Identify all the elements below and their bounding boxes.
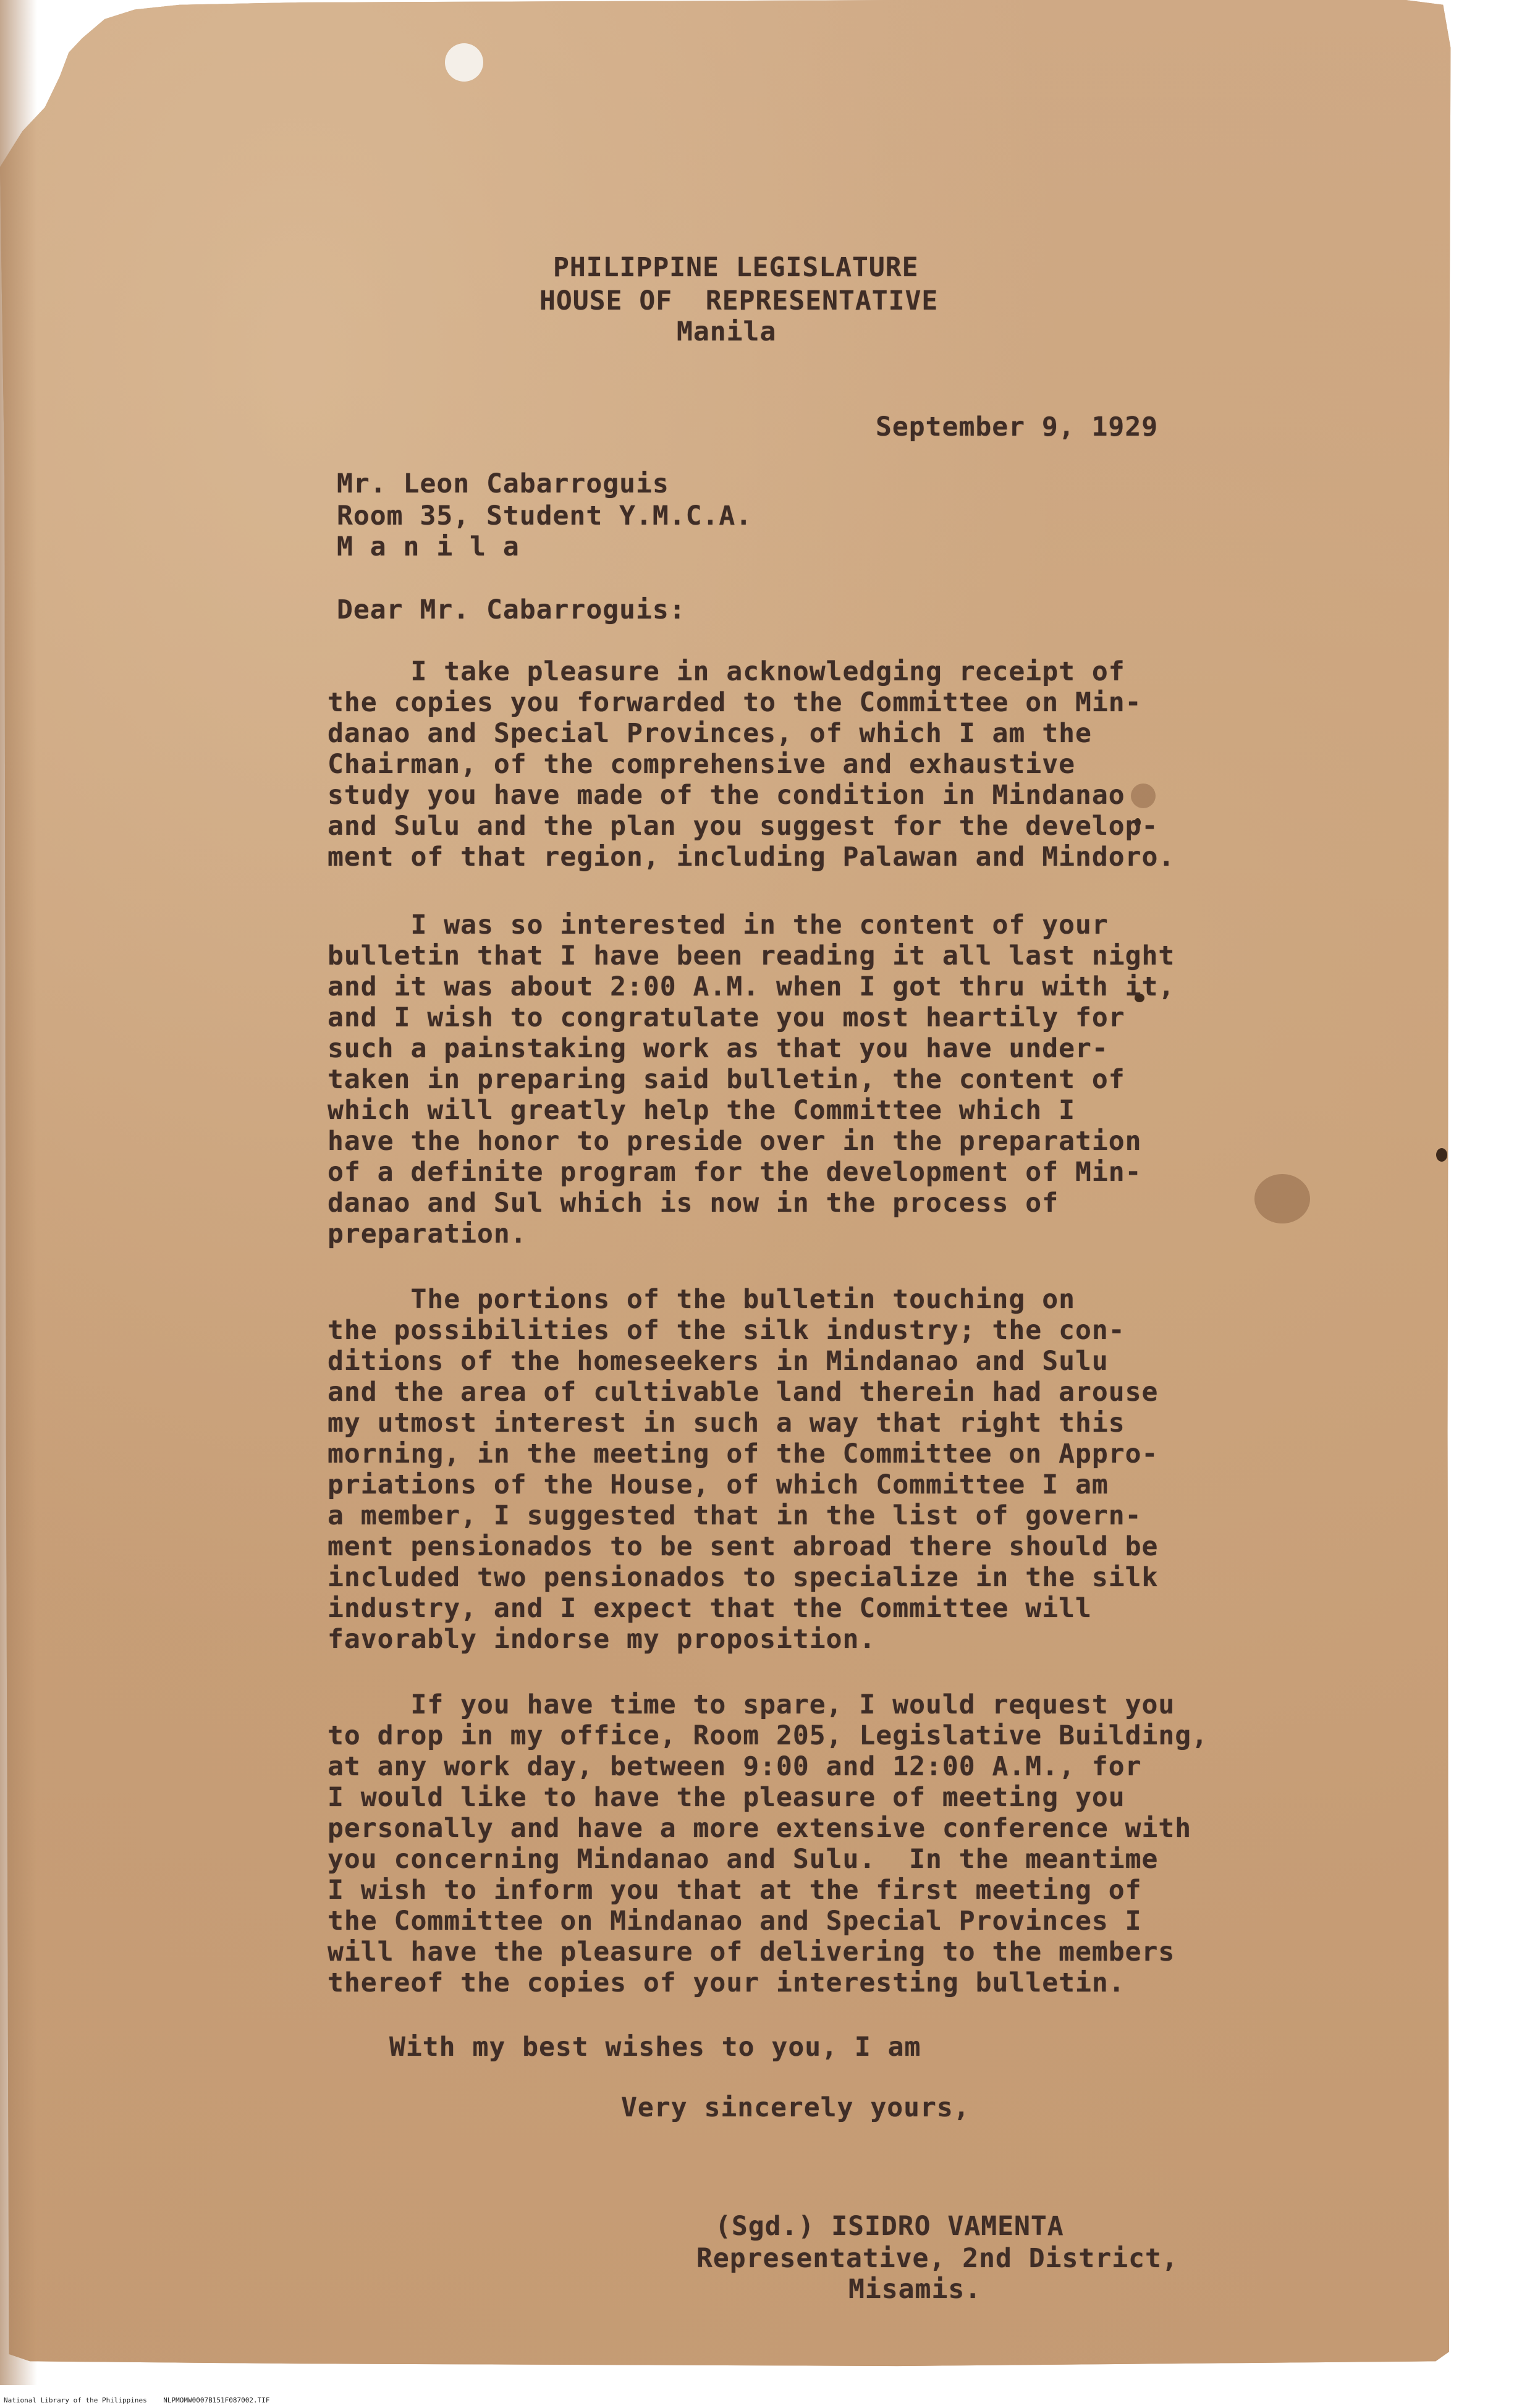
paragraph-line: preparation.: [328, 1219, 527, 1249]
paragraph-line: of a definite program for the development of Min-: [328, 1157, 1142, 1188]
paragraph-line: I wish to inform you that at the first meeting of: [328, 1875, 1142, 1906]
paragraph-line: and it was about 2:00 A.M. when I got thru with it,: [328, 971, 1175, 1002]
paragraph-line: personally and have a more extensive conference with: [328, 1813, 1192, 1844]
paragraph-line: my utmost interest in such a way that right this: [328, 1408, 1125, 1438]
paragraph-line: a member, I suggested that in the list of govern-: [328, 1500, 1142, 1531]
paragraph-line: ment pensionados to be sent abroad there should be: [328, 1531, 1159, 1562]
letter-date: September 9, 1929: [876, 412, 1159, 442]
signature-title: Representative, 2nd District,: [696, 2243, 1178, 2274]
paragraph-line: included two pensionados to specialize in the silk: [328, 1562, 1159, 1593]
paragraph-line: ditions of the homeseekers in Mindanao and Sulu: [328, 1346, 1109, 1377]
paragraph-line: such a painstaking work as that you have under-: [328, 1033, 1109, 1064]
letter-body: [328, 656, 1209, 1998]
paragraph-line: priations of the House, of which Committee I am: [328, 1469, 1109, 1500]
paragraph-line: the Committee on Mindanao and Special Provinces I: [328, 1906, 1142, 1937]
recipient-line-1: Mr. Leon Cabarroguis: [337, 468, 669, 499]
punch-hole: [445, 43, 483, 82]
paragraph-line: study you have made of the condition in Mindanao: [328, 780, 1125, 811]
paragraph-line: If you have time to spare, I would request you: [328, 1689, 1175, 1720]
paragraph-line: bulletin that I have been reading it all last night: [328, 940, 1175, 971]
paragraph-line: I would like to have the pleasure of meeting you: [328, 1782, 1125, 1813]
recipient-line-2: Room 35, Student Y.M.C.A.: [337, 501, 753, 531]
letterhead-line-1: PHILIPPINE LEGISLATURE: [553, 252, 919, 283]
paragraph-line: I was so interested in the content of your: [328, 910, 1109, 940]
recipient-line-3: M a n i l a: [337, 531, 520, 562]
paragraph-line: and the area of cultivable land therein had arouse: [328, 1377, 1159, 1408]
paragraph-line: favorably indorse my proposition.: [328, 1624, 876, 1655]
paragraph-line: thereof the copies of your interesting bulletin.: [328, 1967, 1125, 1998]
stain-mark: [1254, 1174, 1310, 1223]
paragraph-line: to drop in my office, Room 205, Legislative Building,: [328, 1720, 1209, 1751]
paragraph-line: have the honor to preside over in the preparation: [328, 1126, 1142, 1157]
salutation: Dear Mr. Cabarroguis:: [337, 594, 686, 625]
paragraph-line: taken in preparing said bulletin, the content of: [328, 1064, 1125, 1095]
paragraph-line: and Sulu and the plan you suggest for the develop-: [328, 811, 1159, 842]
letterhead-line-3: Manila: [677, 316, 777, 347]
valediction: Very sincerely yours,: [621, 2092, 970, 2123]
signature-district: Misamis.: [848, 2274, 982, 2305]
letterhead-line-2: HOUSE OF REPRESENTATIVE: [539, 285, 939, 316]
stain-mark: [1131, 784, 1156, 808]
paper-edge-shadow: [0, 0, 37, 2385]
paragraph-line: Chairman, of the comprehensive and exhaustive: [328, 749, 1075, 780]
closing-line: With my best wishes to you, I am: [389, 2032, 921, 2063]
paragraph-line: ment of that region, including Palawan and Mindoro.: [328, 842, 1175, 872]
paragraph-line: danao and Special Provinces, of which I am the: [328, 718, 1092, 749]
paragraph-line: the possibilities of the silk industry; the con-: [328, 1315, 1125, 1346]
paragraph-line: which will greatly help the Committee which I: [328, 1095, 1075, 1126]
ink-speck: [1436, 1148, 1447, 1162]
paragraph-line: morning, in the meeting of the Committee on Appro-: [328, 1438, 1159, 1469]
paragraph-line: I take pleasure in acknowledging receipt of: [328, 656, 1125, 687]
scan-caption: National Library of the Philippines NLPMOMW0007B151F087002.TIF: [4, 2396, 270, 2404]
paragraph-line: industry, and I expect that the Committee will: [328, 1593, 1092, 1624]
paragraph-line: the copies you forwarded to the Committee on Min-: [328, 687, 1142, 718]
paragraph-line: you concerning Mindanao and Sulu. In the meantime: [328, 1844, 1159, 1875]
signature-name: (Sgd.) ISIDRO VAMENTA: [715, 2211, 1064, 2242]
paragraph-line: danao and Sul which is now in the process of: [328, 1188, 1059, 1219]
paragraph-line: and I wish to congratulate you most heartily for: [328, 1002, 1125, 1033]
paragraph-line: at any work day, between 9:00 and 12:00 A.M., for: [328, 1751, 1142, 1782]
paragraph-line: will have the pleasure of delivering to the members: [328, 1937, 1175, 1967]
paragraph-line: The portions of the bulletin touching on: [328, 1284, 1075, 1315]
